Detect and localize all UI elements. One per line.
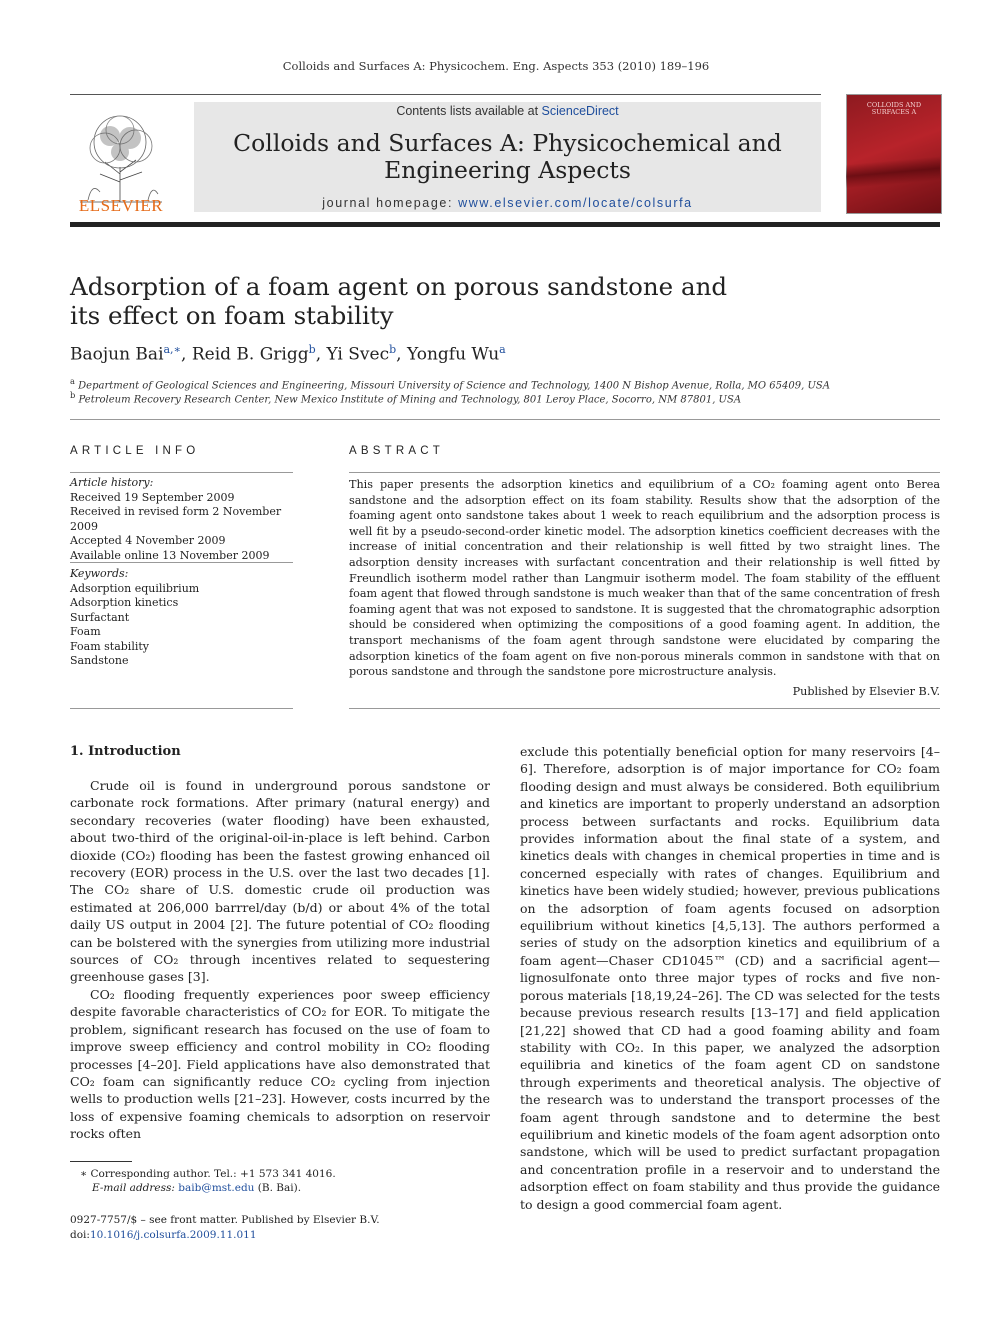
affiliation-text: Petroleum Recovery Research Center, New Mexico Institute of Mining and Technology, 801 Leroy Place, Socorro, NM 87801, USA (78, 394, 742, 406)
history-accepted: Accepted 4 November 2009 (70, 534, 226, 547)
keyword: Adsorption kinetics (70, 596, 179, 609)
article-info-rule (70, 472, 293, 473)
journal-homepage (194, 196, 821, 210)
corresponding-author-note: ∗ Corresponding author. Tel.: +1 573 341 4016. (80, 1168, 336, 1180)
intro-paragraph: CO₂ flooding frequently experiences poor sweep efficiency despite favorable characteristics of CO₂ for EOR. To mitigate the problem, significant research has focused on the use of foam to improve sweep efficiency and control mobility in CO₂ flooding processes [4–20]. Field applications have also demonstrated that CO₂ foam can significantly reduce CO₂ cycling from injection wells to production wells [21–23]. However, costs incurred by the loss of expensive foaming chemicals to adsorption on reservoir rocks often (70, 986, 490, 1142)
keyword: Foam stability (70, 639, 149, 653)
author-name: Baojun Bai (70, 344, 164, 365)
abstract-rule (349, 472, 940, 473)
keyword: Foam (70, 625, 101, 638)
author-name: Reid B. Grigg (191, 344, 309, 365)
section-title-introduction: 1. Introduction (70, 744, 181, 759)
keywords (70, 567, 293, 669)
keyword: Sandstone (70, 654, 129, 667)
author-name: Yongfu Wu (406, 344, 500, 365)
article-title (70, 272, 770, 330)
title-divider (70, 419, 940, 420)
article-info-heading: ARTICLE INFO (70, 445, 200, 457)
doi-line (70, 1228, 490, 1243)
intro-column-right (520, 743, 940, 1213)
journal-title-line1: Colloids and Surfaces A: Physicochemical and (233, 129, 782, 157)
front-matter (70, 1213, 490, 1243)
history-revised: Received in revised form 2 November 2009 (70, 505, 282, 533)
author-affiliation-mark[interactable]: b (389, 343, 397, 356)
affiliation-b (70, 390, 930, 405)
author-separator: , (396, 344, 407, 365)
footnote-rule (70, 1161, 132, 1162)
article-title-line2: its effect on foam stability (70, 301, 394, 330)
history-label: Article history: (70, 476, 154, 489)
journal-title-line2: Engineering Aspects (384, 156, 631, 184)
keywords-label: Keywords: (70, 567, 129, 580)
keyword: Adsorption equilibrium (70, 581, 200, 595)
author-list (70, 343, 770, 365)
affiliation-text: Department of Geological Sciences and Engineering, Missouri University of Science and Technology, 1400 N Bishop Avenue, Rolla, MO 65409, USA (78, 380, 830, 392)
cover-title: COLLOIDS AND SURFACES A (866, 101, 922, 116)
homepage-label: journal homepage: (322, 196, 459, 210)
abstract-heading: ABSTRACT (349, 445, 444, 457)
affiliation-mark: a (70, 376, 75, 386)
doi-prefix: doi: (70, 1229, 90, 1241)
keywords-rule (70, 562, 293, 563)
article-history (70, 476, 293, 563)
intro-paragraph: exclude this potentially beneficial option for many reservoirs [4–6]. Therefore, adsorption is of major importance for CO₂ foam flooding design and must always be considered. Both equilibrium and kinetics are important to properly understand an adsorption process between surfactants and rocks. Equilibrium data provides information about the final state of a system, and kinetics deals with changes in chemical properties in time and is concerned especially with rates of changes. Equilibrium and kinetics have been widely studied; however, previous publications on the adsorption of foam agents focused on adsorption equilibrium without kinetics [4,5,13]. The authors performed a series of study on the adsorption kinetics and equilibrium of a foam agent—Chaser CD1045™ (CD) and a sacrificial agent—lignosulfonate onto three major types of rocks and five non-porous materials [18,19,24–26]. The CD was selected for the tests because previous research results [13–17] and field application [21,22] showed that CD had a good foaming ability and foam stability with CO₂. In this paper, we analyzed the adsorption equilibria and kinetics of the foam agent CD on sandstone through experiments and theoretical analysis. The objective of the research was to understand the transport processes of the foam agent through sandstone and to determine the best equilibrium and kinetic models of the foam agent adsorption onto sandstone, which will be used to predict surfactant propagation and concentration profile in a reservoir and to understand the adsorption effect on foam stability and thus provide the guidance to design a good commercial foam agent. (520, 744, 940, 1212)
article-info-bottom-rule (70, 708, 293, 709)
sciencedirect-link[interactable]: ScienceDirect (541, 104, 619, 118)
journal-title (194, 130, 821, 184)
author-affiliation-mark[interactable]: a,∗ (163, 343, 182, 356)
article-title-line1: Adsorption of a foam agent on porous sandstone and (70, 272, 728, 301)
history-online: Available online 13 November 2009 (70, 548, 270, 562)
doi-link[interactable]: 10.1016/j.colsurfa.2009.11.011 (89, 1229, 257, 1241)
email-link[interactable]: baib@mst.edu (178, 1182, 255, 1194)
history-received: Received 19 September 2009 (70, 490, 235, 504)
contents-line (194, 104, 821, 118)
affiliation-mark: b (70, 390, 76, 400)
author-affiliation-mark[interactable]: b (308, 343, 316, 356)
author-separator: , (315, 344, 327, 365)
header-rule (70, 94, 821, 95)
email-suffix: (B. Bai). (254, 1182, 302, 1194)
author-affiliation-mark[interactable]: a (499, 343, 506, 356)
cover-wave (846, 150, 940, 190)
abstract-text: This paper presents the adsorption kinetics and equilibrium of a CO₂ foaming agent onto Berea sandstone and the adsorption effect on its foam stability. Results show that the adsorption of the foaming agent onto sandstone takes about 1 week to reach equilibrium and the adsorption process is well fit by a pseudo-second-order kinetic model. The adsorption kinetics coefficient decreases with the increase of initial concentration and their relationship is well fitted by two straight lines. The adsorption density increases with surfactant concentration and their relationship is well fitted by Freundlich isotherm model rather than Langmuir isotherm model. The foam stability of the effluent foam agent that flowed through sandstone is much weaker than that of the same concentration of fresh foaming agent that was not exposed to sandstone. It is suggested that the chromatographic adsorption should be considered when optimizing the compositions of a good foaming agent. In addition, the transport mechanisms of the foam agent through sandstone were elucidated by comparing the adsorption kinetics of the foam agent on five non-porous minerals common in sandstone with that on porous sandstone and through the sandstone pore microstructure analysis. (349, 478, 940, 679)
email-label: E-mail address: (92, 1182, 179, 1194)
issn-line: 0927-7757/$ – see front matter. Published by Elsevier B.V. (70, 1214, 380, 1226)
author-name: Yi Svec (326, 344, 390, 365)
abstract-published-by: Published by Elsevier B.V. (792, 685, 940, 698)
publisher-wordmark: ELSEVIER (78, 196, 164, 215)
header-divider (70, 222, 940, 227)
keyword: Surfactant (70, 610, 130, 624)
author-separator: , (181, 344, 192, 365)
abstract-bottom-rule (349, 708, 940, 709)
email-note (70, 1181, 512, 1195)
intro-column-left (70, 777, 490, 1143)
journal-citation: Colloids and Surfaces A: Physicochem. Eng. Aspects 353 (2010) 189–196 (282, 59, 710, 73)
contents-prefix: Contents lists available at (396, 104, 542, 118)
homepage-link[interactable]: www.elsevier.com/locate/colsurfa (458, 196, 693, 210)
intro-paragraph: Crude oil is found in underground porous sandstone or carbonate rock formations. After primary (natural energy) and secondary recoveries (water flooding) have been exhausted, about two-third of the original-oil-in-place is left behind. Carbon dioxide (CO₂) flooding has been the fastest growing enhanced oil recovery (EOR) process in the U.S. over the last two decades [1]. The CO₂ share of U.S. domestic crude oil production was estimated at 206,000 barrrel/day (b/d) or about 4% of the total daily US output in 2004 [2]. The future potential of CO₂ flooding can be bolstered with the synergies from utilizing more industrial sources of CO₂ through incentives related to sequestering greenhouse gases [3]. (70, 778, 490, 985)
